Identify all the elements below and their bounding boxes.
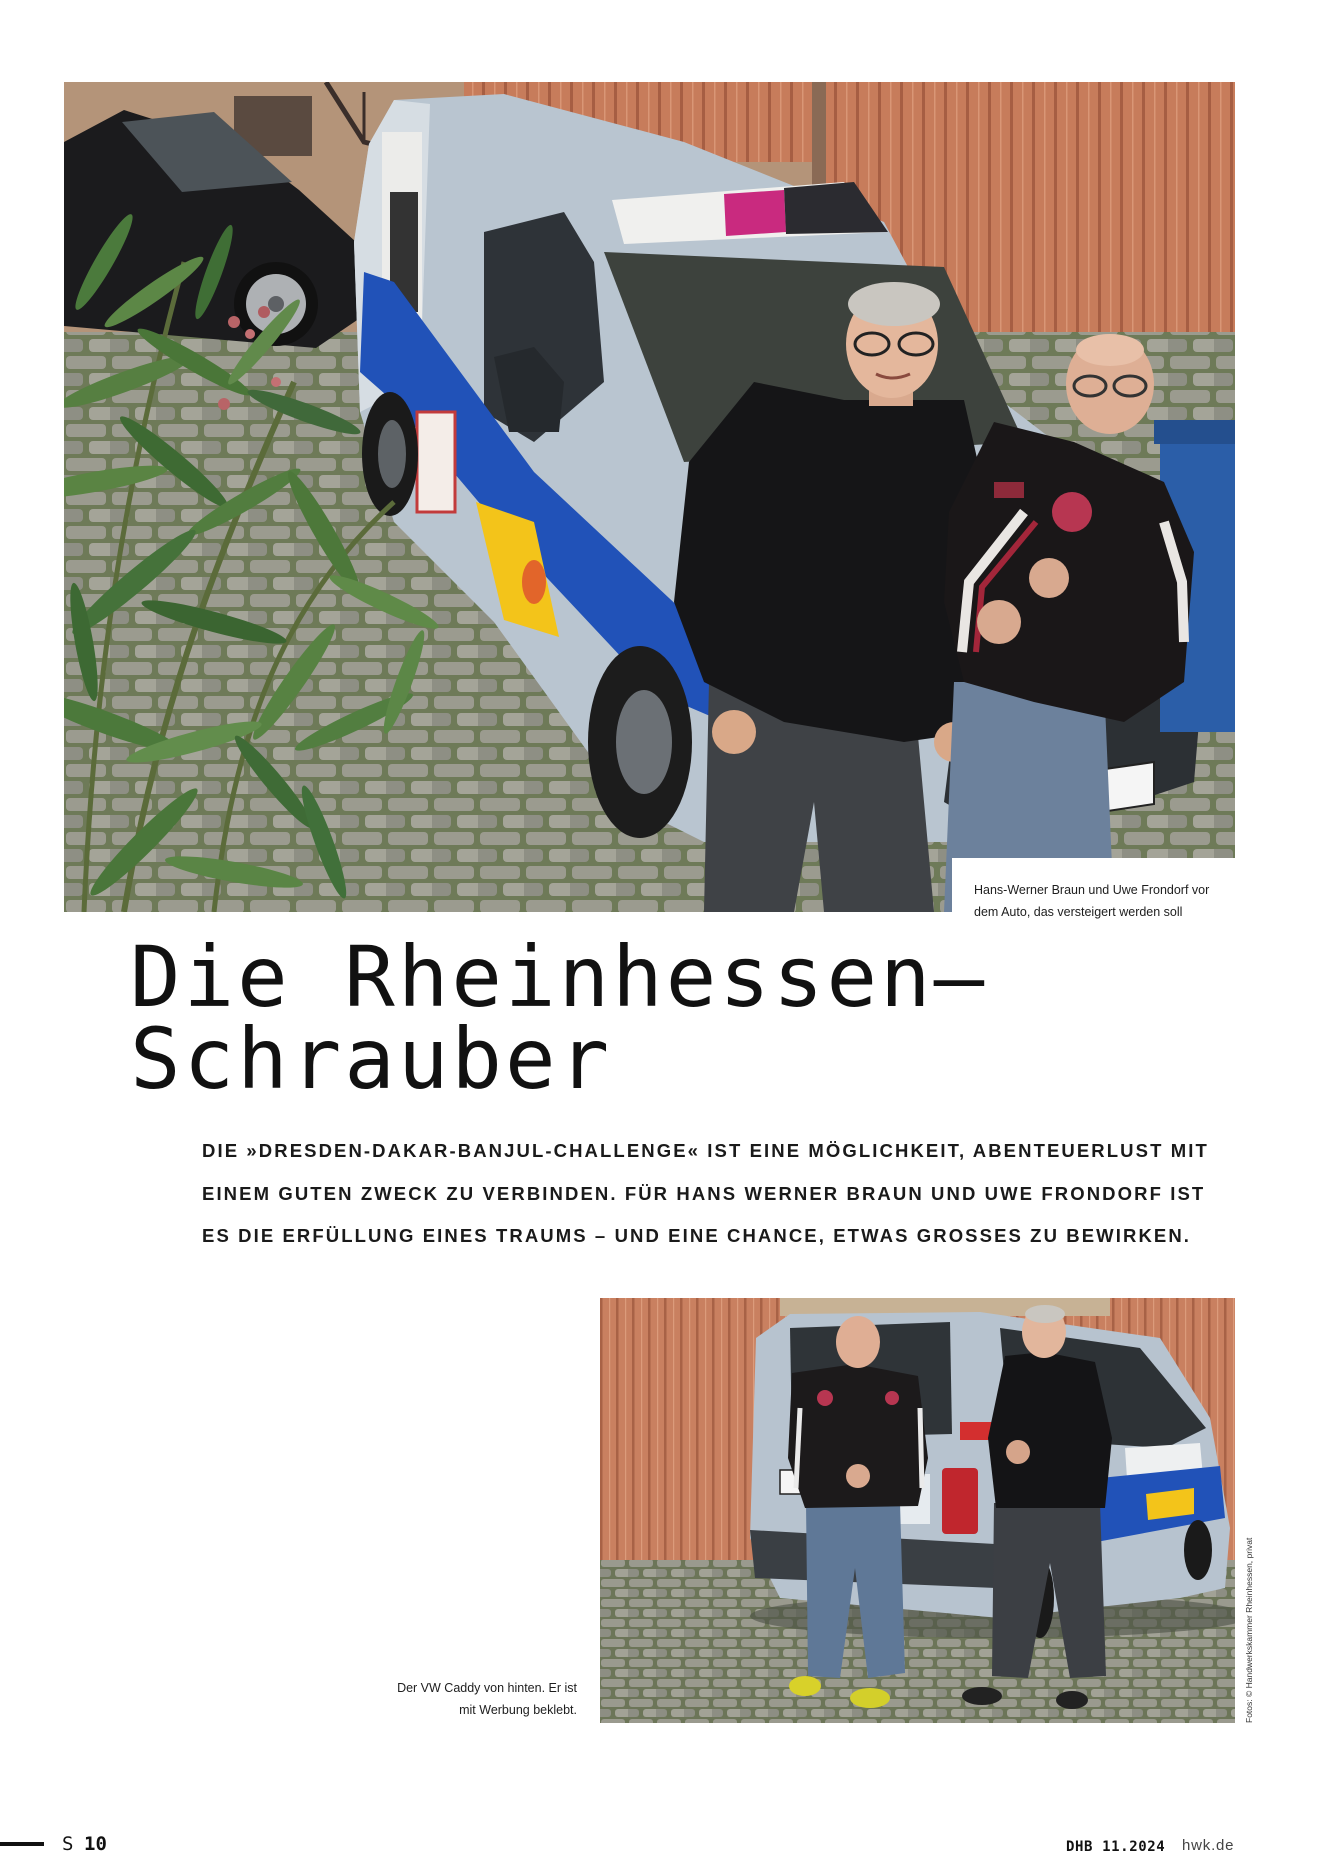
man-right-hair [1025,1305,1065,1323]
lead-line: EINEM GUTEN ZWECK ZU VERBINDEN. FÜR HANS WERNER BRAUN UND UWE FRONDORF IST [202,1182,1206,1204]
footer-bar [0,1842,44,1846]
bottom-photo-caption [300,1677,577,1721]
man-right-shoe [1056,1691,1088,1709]
van-rear-hubcap [378,420,406,488]
caption-line: Der VW Caddy von hinten. Er ist [397,1681,577,1695]
van-yellow-sticker-logo [522,560,546,604]
top-photo-caption [974,879,1209,923]
man-left-hand [712,710,756,754]
plant-bud [258,306,270,318]
headline [130,928,988,1108]
lead-paragraph [202,1130,1209,1258]
van-front-wheel [1184,1520,1212,1580]
headline-line: Schrauber [130,1010,613,1108]
man-left-shoe [789,1676,821,1696]
plant-bud [245,329,255,339]
man-left-sweater [674,382,989,742]
issue-label: DHB 11.2024 [1066,1839,1166,1855]
jacket-patch [994,482,1024,498]
man-right-thumbs-up-hand [977,600,1021,644]
man-right-hand [1029,558,1069,598]
jacket-white-stripe [920,1408,922,1488]
plant-bud [271,377,281,387]
man-right-bald-top [1076,334,1144,366]
bin-lid [1154,420,1235,444]
man-right-thumbs-up-hand [1006,1440,1030,1464]
van-windshield-sticker-pink [724,190,786,236]
van-front-hubcap [616,690,672,794]
bottom-photo [600,1298,1235,1723]
jacket-patch [1052,492,1092,532]
man-right-sweater [988,1352,1112,1508]
caption-line: mit Werbung beklebt. [459,1703,577,1717]
car-hub [268,296,284,312]
plant-bud [228,316,240,328]
caption-line: dem Auto, das versteigert werden soll [974,905,1183,919]
headline-line: Die Rheinhessen– [130,928,988,1026]
man-right-shoe [962,1687,1002,1705]
man-left-head [836,1316,880,1368]
man-left-shoe [850,1688,890,1708]
plant-bud [218,398,230,410]
van-red-sticker [417,412,455,512]
caption-line: Hans-Werner Braun und Uwe Frondorf vor [974,883,1210,897]
page-prefix: S [62,1833,74,1855]
page-number: 10 [84,1833,107,1855]
lead-line: DIE »DRESDEN-DAKAR-BANJUL-CHALLENGE« IST EINE MÖGLICHKEIT, ABENTEUERLUST MIT [202,1140,1209,1161]
jacket-patch [817,1390,833,1406]
van-tail-light [942,1468,978,1534]
man-left-hair [848,282,940,326]
jacket-patch [885,1391,899,1405]
photo-credit: Fotos: © Handwerkskammer Rheinhessen, privat [1244,1537,1254,1723]
top-photo [64,82,1235,912]
website-label: hwk.de [1182,1837,1235,1854]
lead-line: ES DIE ERFÜLLUNG EINES TRAUMS – UND EINE CHANCE, ETWAS GROSSES ZU BEWIRKEN. [202,1225,1192,1246]
man-left-hands [846,1464,870,1488]
